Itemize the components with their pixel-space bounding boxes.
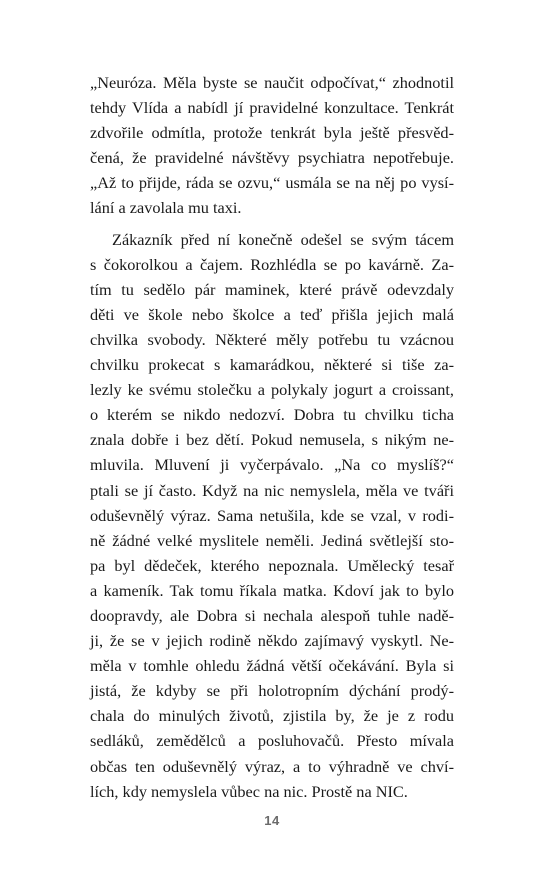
text-line: sedláků, zemědělců a posluhovačů. Přesto mívala xyxy=(90,731,454,751)
text-line: znala dobře i bez dětí. Pokud nemusela, s nikým ne- xyxy=(90,430,454,450)
text-line: ptali se jí často. Když na nic nemyslela, měla ve tváři xyxy=(90,480,454,500)
text-line: občas ten oduševnělý výraz, a to výhradně ve chví- xyxy=(90,756,454,776)
text-line: ji, že se v jejich rodině někdo zajímavý vyskytl. Ne- xyxy=(90,631,454,651)
text-line: mluvila. Mluvení ji vyčerpávalo. „Na co myslíš?“ xyxy=(90,455,454,475)
text-line: lání a zavolala mu taxi. xyxy=(90,198,242,218)
text-line: „Neuróza. Měla byste se naučit odpočívat,“ zhodnotil xyxy=(90,73,454,92)
text-line: jistá, že kdyby se při holotropním dýchání prodý- xyxy=(90,681,454,701)
text-line: lích, kdy nemyslela vůbec na nic. Prostě na NIC. xyxy=(90,781,408,801)
text-line: chvilku prokecat s kamarádkou, některé si tiše za- xyxy=(90,355,454,375)
text-line: děti ve škole nebo školce a teď přišla jejich malá xyxy=(90,304,454,324)
text-line: ně žádné velké myslitele neměli. Jediná světlejší sto- xyxy=(90,530,454,550)
text-line: oduševnělý výraz. Sama netušila, kde se vzal, v rodi- xyxy=(90,505,454,525)
text-line: lezly ke svému stolečku a polykaly jogurt a croissant, xyxy=(90,380,454,400)
paragraph-2 xyxy=(90,227,454,804)
text-line: tím tu sedělo pár maminek, které právě odevzdaly xyxy=(90,279,454,299)
page-number: 14 xyxy=(264,813,280,828)
text-line: „Až to přijde, ráda se ozvu,“ usmála se na něj po vysí- xyxy=(90,173,454,193)
text-line: doopravdy, ale Dobra si nechala alespoň tuhle nadě- xyxy=(90,605,454,625)
text-line: s čokorolkou a čajem. Rozhlédla se po kavárně. Za- xyxy=(90,254,454,274)
text-line: měla v tomhle ohledu žádná větší očekávání. Byla si xyxy=(90,656,454,676)
paragraph-1 xyxy=(90,70,454,221)
text-line: chala do minulých životů, zjistila by, že je z rodu xyxy=(90,706,454,726)
text-line: pa byl dědeček, kterého nepoznala. Umělecký tesař xyxy=(90,555,454,575)
text-line: a kameník. Tak tomu říkala matka. Kdoví jak to bylo xyxy=(90,580,454,600)
body-text xyxy=(90,70,454,804)
text-line: Zákazník před ní konečně odešel se svým tácem xyxy=(112,229,454,249)
text-line: chvilka svobody. Některé měly potřebu tu vzácnou xyxy=(90,329,454,349)
text-line: zdvořile odmítla, protože tenkrát byla ještě přesvěd- xyxy=(90,123,454,143)
text-line: tehdy Vlída a nabídl jí pravidelné konzultace. Tenkrát xyxy=(90,98,454,118)
text-line: čená, že pravidelné návštěvy psychiatra nepotřebuje. xyxy=(90,148,454,168)
text-line: o kterém se nikdo nedozví. Dobra tu chvilku ticha xyxy=(90,405,454,425)
